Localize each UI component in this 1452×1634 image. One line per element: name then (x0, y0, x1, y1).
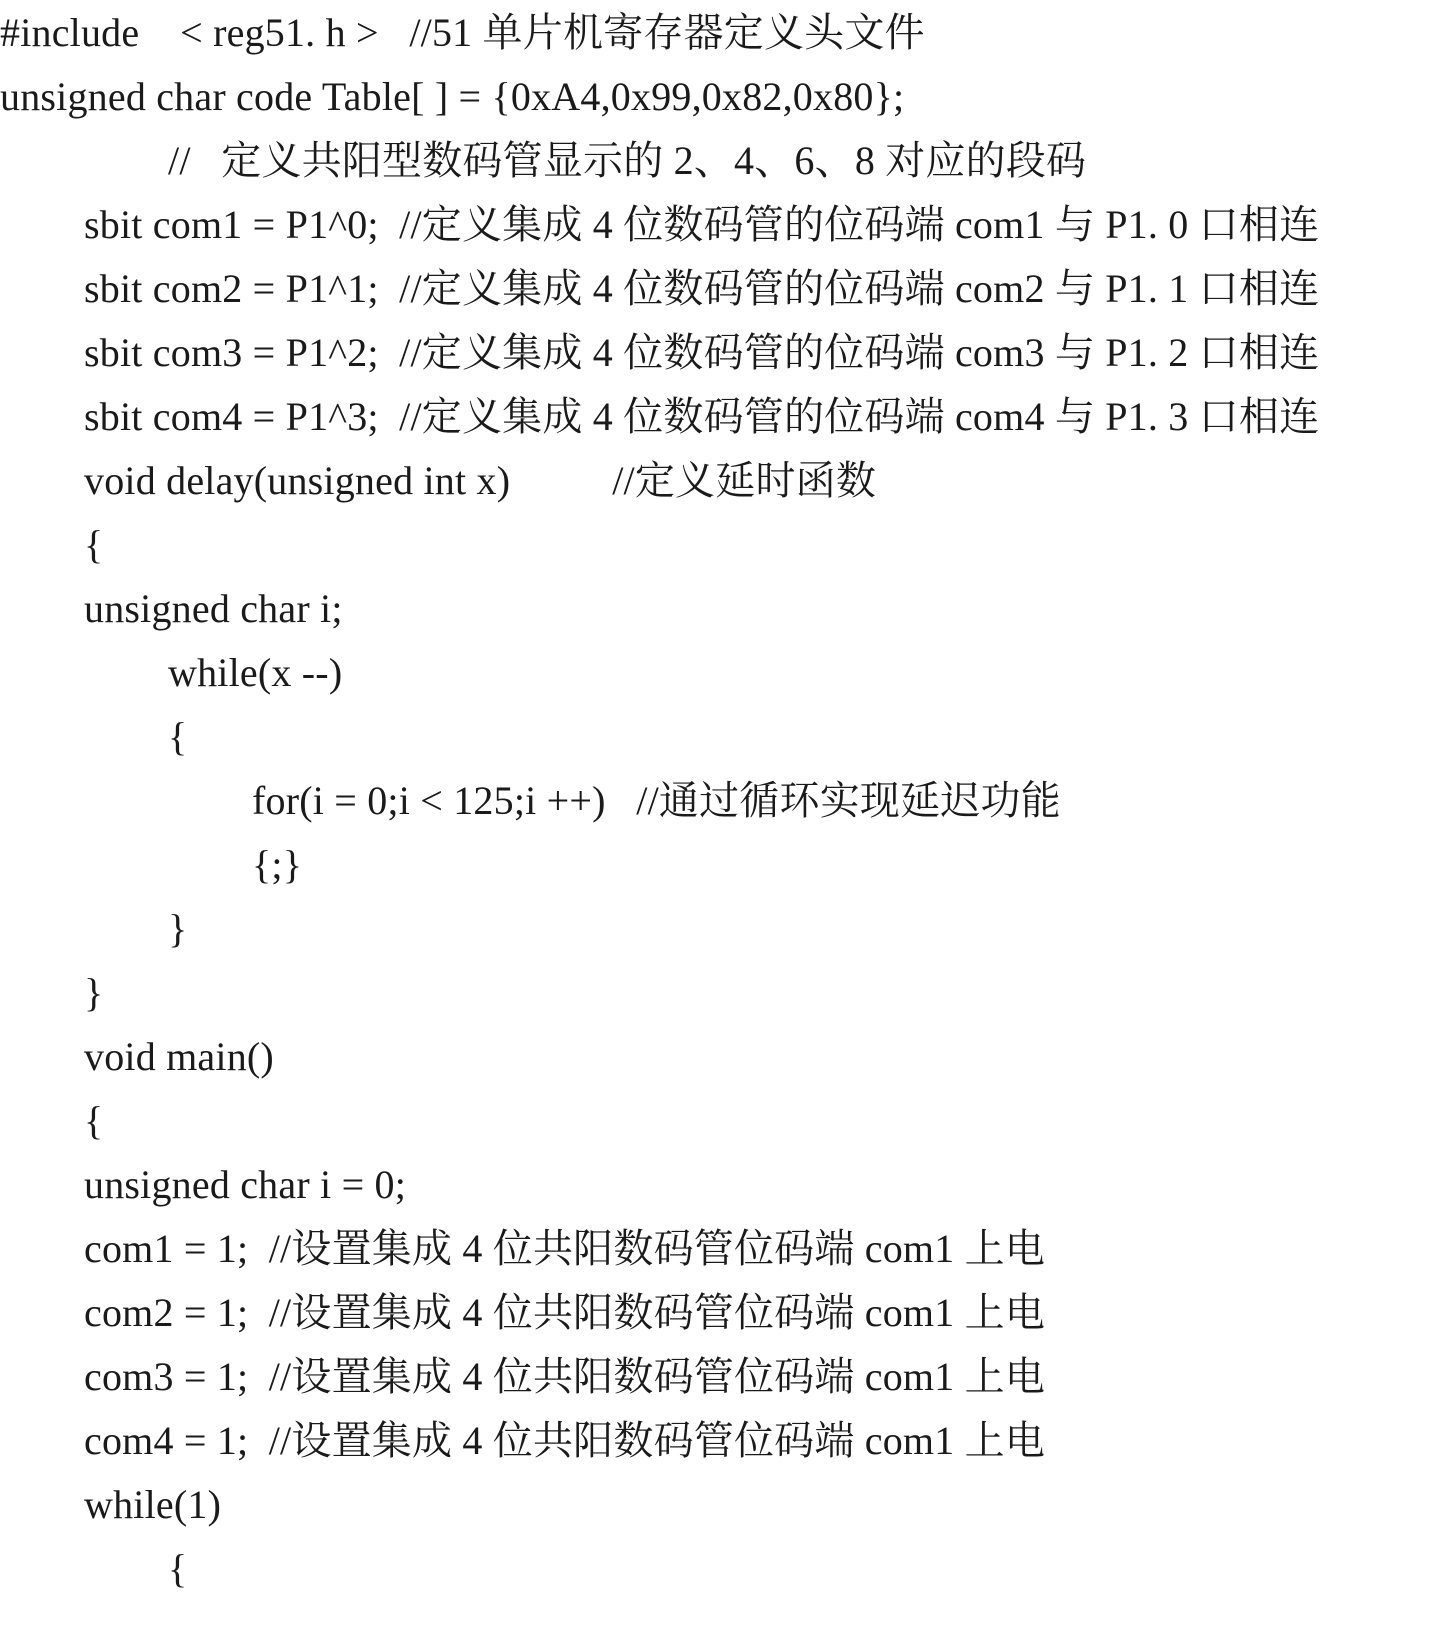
code-line: // 定义共阳型数码管显示的 2、4、6、8 对应的段码 (168, 138, 1087, 183)
code-line: { (168, 714, 188, 759)
code-line: com4 = 1; //设置集成 4 位共阳数码管位码端 com1 上电 (84, 1418, 1046, 1463)
code-line: { (84, 1098, 104, 1143)
code-line: sbit com4 = P1^3; //定义集成 4 位数码管的位码端 com4 与 P1. 3 口相连 (84, 394, 1320, 439)
code-line: sbit com2 = P1^1; //定义集成 4 位数码管的位码端 com2 与 P1. 1 口相连 (84, 266, 1320, 311)
code-line: {;} (252, 842, 303, 887)
code-line: while(1) (84, 1482, 222, 1527)
code-line: com2 = 1; //设置集成 4 位共阳数码管位码端 com1 上电 (84, 1290, 1046, 1335)
code-line: for(i = 0;i < 125;i ++) //通过循环实现延迟功能 (252, 778, 1061, 823)
code-line: } (168, 906, 188, 951)
code-line: { (168, 1546, 188, 1591)
code-line: #include < reg51. h > //51 单片机寄存器定义头文件 (0, 10, 925, 55)
code-line: { (84, 522, 104, 567)
code-line: com1 = 1; //设置集成 4 位共阳数码管位码端 com1 上电 (84, 1226, 1046, 1271)
code-line: unsigned char i; (84, 586, 343, 631)
code-line: void delay(unsigned int x) //定义延时函数 (84, 458, 877, 503)
code-line: sbit com1 = P1^0; //定义集成 4 位数码管的位码端 com1 与 P1. 0 口相连 (84, 202, 1320, 247)
code-line: void main() (84, 1034, 274, 1079)
code-line: unsigned char code Table[ ] = {0xA4,0x99,0x82,0x80}; (0, 74, 905, 119)
code-line: while(x --) (168, 650, 343, 695)
code-line: } (84, 970, 104, 1015)
code-line: com3 = 1; //设置集成 4 位共阳数码管位码端 com1 上电 (84, 1354, 1046, 1399)
code-line: unsigned char i = 0; (84, 1162, 407, 1207)
code-line: sbit com3 = P1^2; //定义集成 4 位数码管的位码端 com3 与 P1. 2 口相连 (84, 330, 1320, 375)
